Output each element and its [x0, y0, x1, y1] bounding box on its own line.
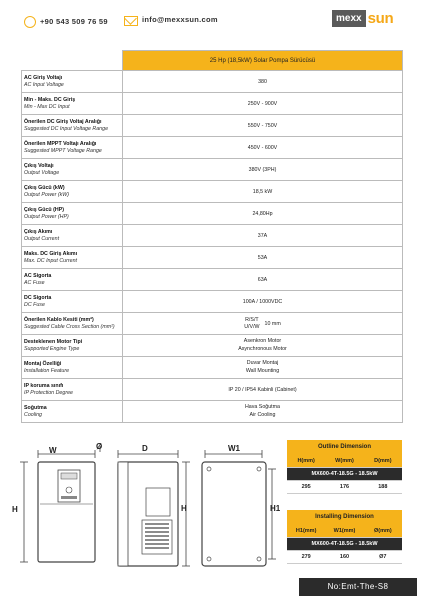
table-row [22, 269, 403, 291]
row-value: 18,5 kW [123, 181, 403, 203]
table-row [22, 291, 403, 313]
cable-phase-output: U/V/W [244, 323, 260, 330]
mounting-tr: Duvar Montaj [246, 360, 279, 367]
row-label-tr: Çıkış Gücü (HP) [24, 207, 65, 214]
installing-model-row [287, 538, 402, 551]
table-row [22, 313, 403, 335]
cooling-tr: Hava Soğutma [244, 404, 281, 411]
table-row [22, 137, 403, 159]
table-row [22, 71, 403, 93]
row-value: 450V - 600V [123, 137, 403, 159]
logo-mexx: mexx [332, 10, 366, 27]
installing-dimension-title: Installing Dimension [287, 510, 402, 525]
row-value [123, 401, 403, 423]
row-value [123, 313, 403, 335]
table-row [22, 93, 403, 115]
front-view-drawing [20, 446, 100, 562]
outline-value-d: 188 [378, 484, 388, 490]
table-row [22, 115, 403, 137]
row-label-tr: Montaj Özelliği [24, 361, 62, 368]
row-value: 250V - 900V [123, 93, 403, 115]
engine-type-en: Asynchronous Motor [238, 345, 287, 352]
row-label-en: IP Protection Degree [24, 389, 73, 396]
dimension-d-label: D [142, 444, 148, 453]
row-label-tr: DC Sigorta [24, 295, 52, 302]
outline-value-w: 176 [339, 484, 350, 490]
outline-value-h: 295 [301, 484, 311, 490]
installing-value-w1: 160 [339, 554, 350, 560]
row-value: 380V (3PH) [123, 159, 403, 181]
row-value: 24,80Hp [123, 203, 403, 225]
outline-dimension-title: Outline Dimension [287, 440, 402, 455]
table-row [22, 203, 403, 225]
row-value: 100A / 1000VDC [123, 291, 403, 313]
row-value: 550V - 750V [123, 115, 403, 137]
mounting-en: Wall Mounting [245, 367, 280, 374]
row-value: 63A [123, 269, 403, 291]
table-row [22, 225, 403, 247]
brand-logo [332, 10, 410, 27]
row-label-en: Installation Feature [24, 367, 70, 374]
outline-model: MX600-4T-18.5G - 18.5kW [311, 471, 378, 477]
installing-value-h1: 279 [301, 554, 311, 560]
table-row [22, 357, 403, 379]
row-label-en: Cooling [24, 411, 42, 418]
installing-header-h1: H1(mm) [295, 528, 317, 534]
row-label-en: Supported Engine Type [24, 345, 80, 352]
row-label-en: DC Fuse [24, 301, 45, 308]
row-label-tr: Çıkış Voltajı [24, 163, 54, 170]
outline-header-row [287, 455, 402, 468]
row-label-tr: Soğutma [24, 405, 47, 412]
row-label-tr: Önerilen DC Giriş Voltaj Aralığı [24, 119, 102, 126]
row-value [123, 357, 403, 379]
spec-table-title: 25 Hp (18,5kW) Solar Pompa Sürücüsü [123, 51, 403, 71]
row-label-en: AC Input Voltage [24, 81, 64, 88]
row-value: 53A [123, 247, 403, 269]
row-label-tr: AC Giriş Voltajı [24, 75, 63, 82]
installing-header-row [287, 525, 402, 538]
row-label-en: Output Voltage [24, 169, 60, 176]
outline-header-h: H(mm) [297, 458, 315, 464]
phone-icon [24, 16, 36, 28]
mail-icon [124, 16, 138, 26]
row-label-tr: Maks. DC Giriş Akımı [24, 251, 78, 258]
row-label-en: Output Power (HP) [24, 213, 69, 220]
row-label-en: Output Power (kW) [24, 191, 70, 198]
row-label-tr: Önerilen MPPT Voltajı Aralığı [24, 141, 97, 148]
cable-size: 10 mm [264, 320, 281, 327]
back-view-drawing [202, 450, 276, 566]
dimension-h-label: H [12, 505, 18, 514]
phone-number[interactable]: +90 543 509 76 59 [40, 17, 108, 26]
email-address[interactable]: info@mexxsun.com [142, 15, 218, 24]
side-view-drawing [118, 450, 190, 566]
outline-model-row [287, 468, 402, 481]
outline-dimension-panel [287, 440, 402, 494]
installing-dimension-panel [287, 510, 402, 564]
dimension-h1-label: H1 [270, 504, 281, 513]
table-row [22, 401, 403, 423]
row-label-en: Suggested Cable Cross Section (mm²) [24, 323, 115, 330]
installing-header-w1: W1(mm) [333, 528, 356, 534]
row-value [123, 335, 403, 357]
dimension-h-side-label: H [181, 504, 187, 513]
row-label-en: Min - Max DC Input [24, 103, 70, 110]
table-row [22, 159, 403, 181]
table-row [22, 379, 403, 401]
cooling-en: Air Cooling [249, 411, 276, 418]
dimension-diameter-label: Ø [96, 442, 103, 451]
row-label-en: Output Current [24, 235, 60, 242]
row-label-en: Max. DC Input Current [24, 257, 77, 264]
row-label-en: Suggested DC Input Voltage Range [24, 125, 109, 132]
logo-sun: sun [367, 10, 394, 27]
row-value: 380 [123, 71, 403, 93]
row-label-en: AC Fuse [24, 279, 45, 286]
cable-phase-input: R/S/T [245, 316, 259, 323]
table-row [22, 335, 403, 357]
installing-value-diameter: Ø7 [379, 554, 387, 560]
installing-header-diameter: Ø(mm) [373, 528, 392, 534]
table-row [22, 247, 403, 269]
technical-drawings [0, 442, 290, 582]
row-label-tr: Min - Maks. DC Giriş [24, 97, 76, 104]
outline-header-d: D(mm) [374, 458, 392, 464]
dimension-w-label: W [49, 446, 57, 455]
row-value: IP 20 / IP54 Kabinli (Cabinet) [123, 379, 403, 401]
table-row [22, 181, 403, 203]
spec-table-corner [22, 51, 123, 71]
row-label-tr: Desteklenen Motor Tipi [24, 339, 83, 346]
outline-header-w: W(mm) [335, 458, 354, 464]
outline-values-row [287, 481, 402, 494]
document-code: No:Emt-The-S8 [299, 578, 417, 596]
row-label-tr: Önerilen Kablo Kesiti (mm²) [24, 317, 94, 324]
spec-table [21, 50, 403, 423]
installing-model: MX600-4T-18.5G - 18.5kW [311, 541, 378, 547]
installing-values-row [287, 551, 402, 564]
engine-type-tr: Asenkron Motor [243, 338, 282, 345]
row-value: 37A [123, 225, 403, 247]
row-label-tr: IP koruma sınıfı [24, 383, 64, 390]
row-label-tr: Çıkış Gücü (kW) [24, 185, 65, 192]
row-label-en: Suggested MPPT Voltage Range [24, 147, 102, 154]
dimension-w1-label: W1 [228, 444, 240, 453]
row-label-tr: AC Sigorta [24, 273, 52, 280]
row-label-tr: Çıkış Akımı [24, 229, 53, 236]
